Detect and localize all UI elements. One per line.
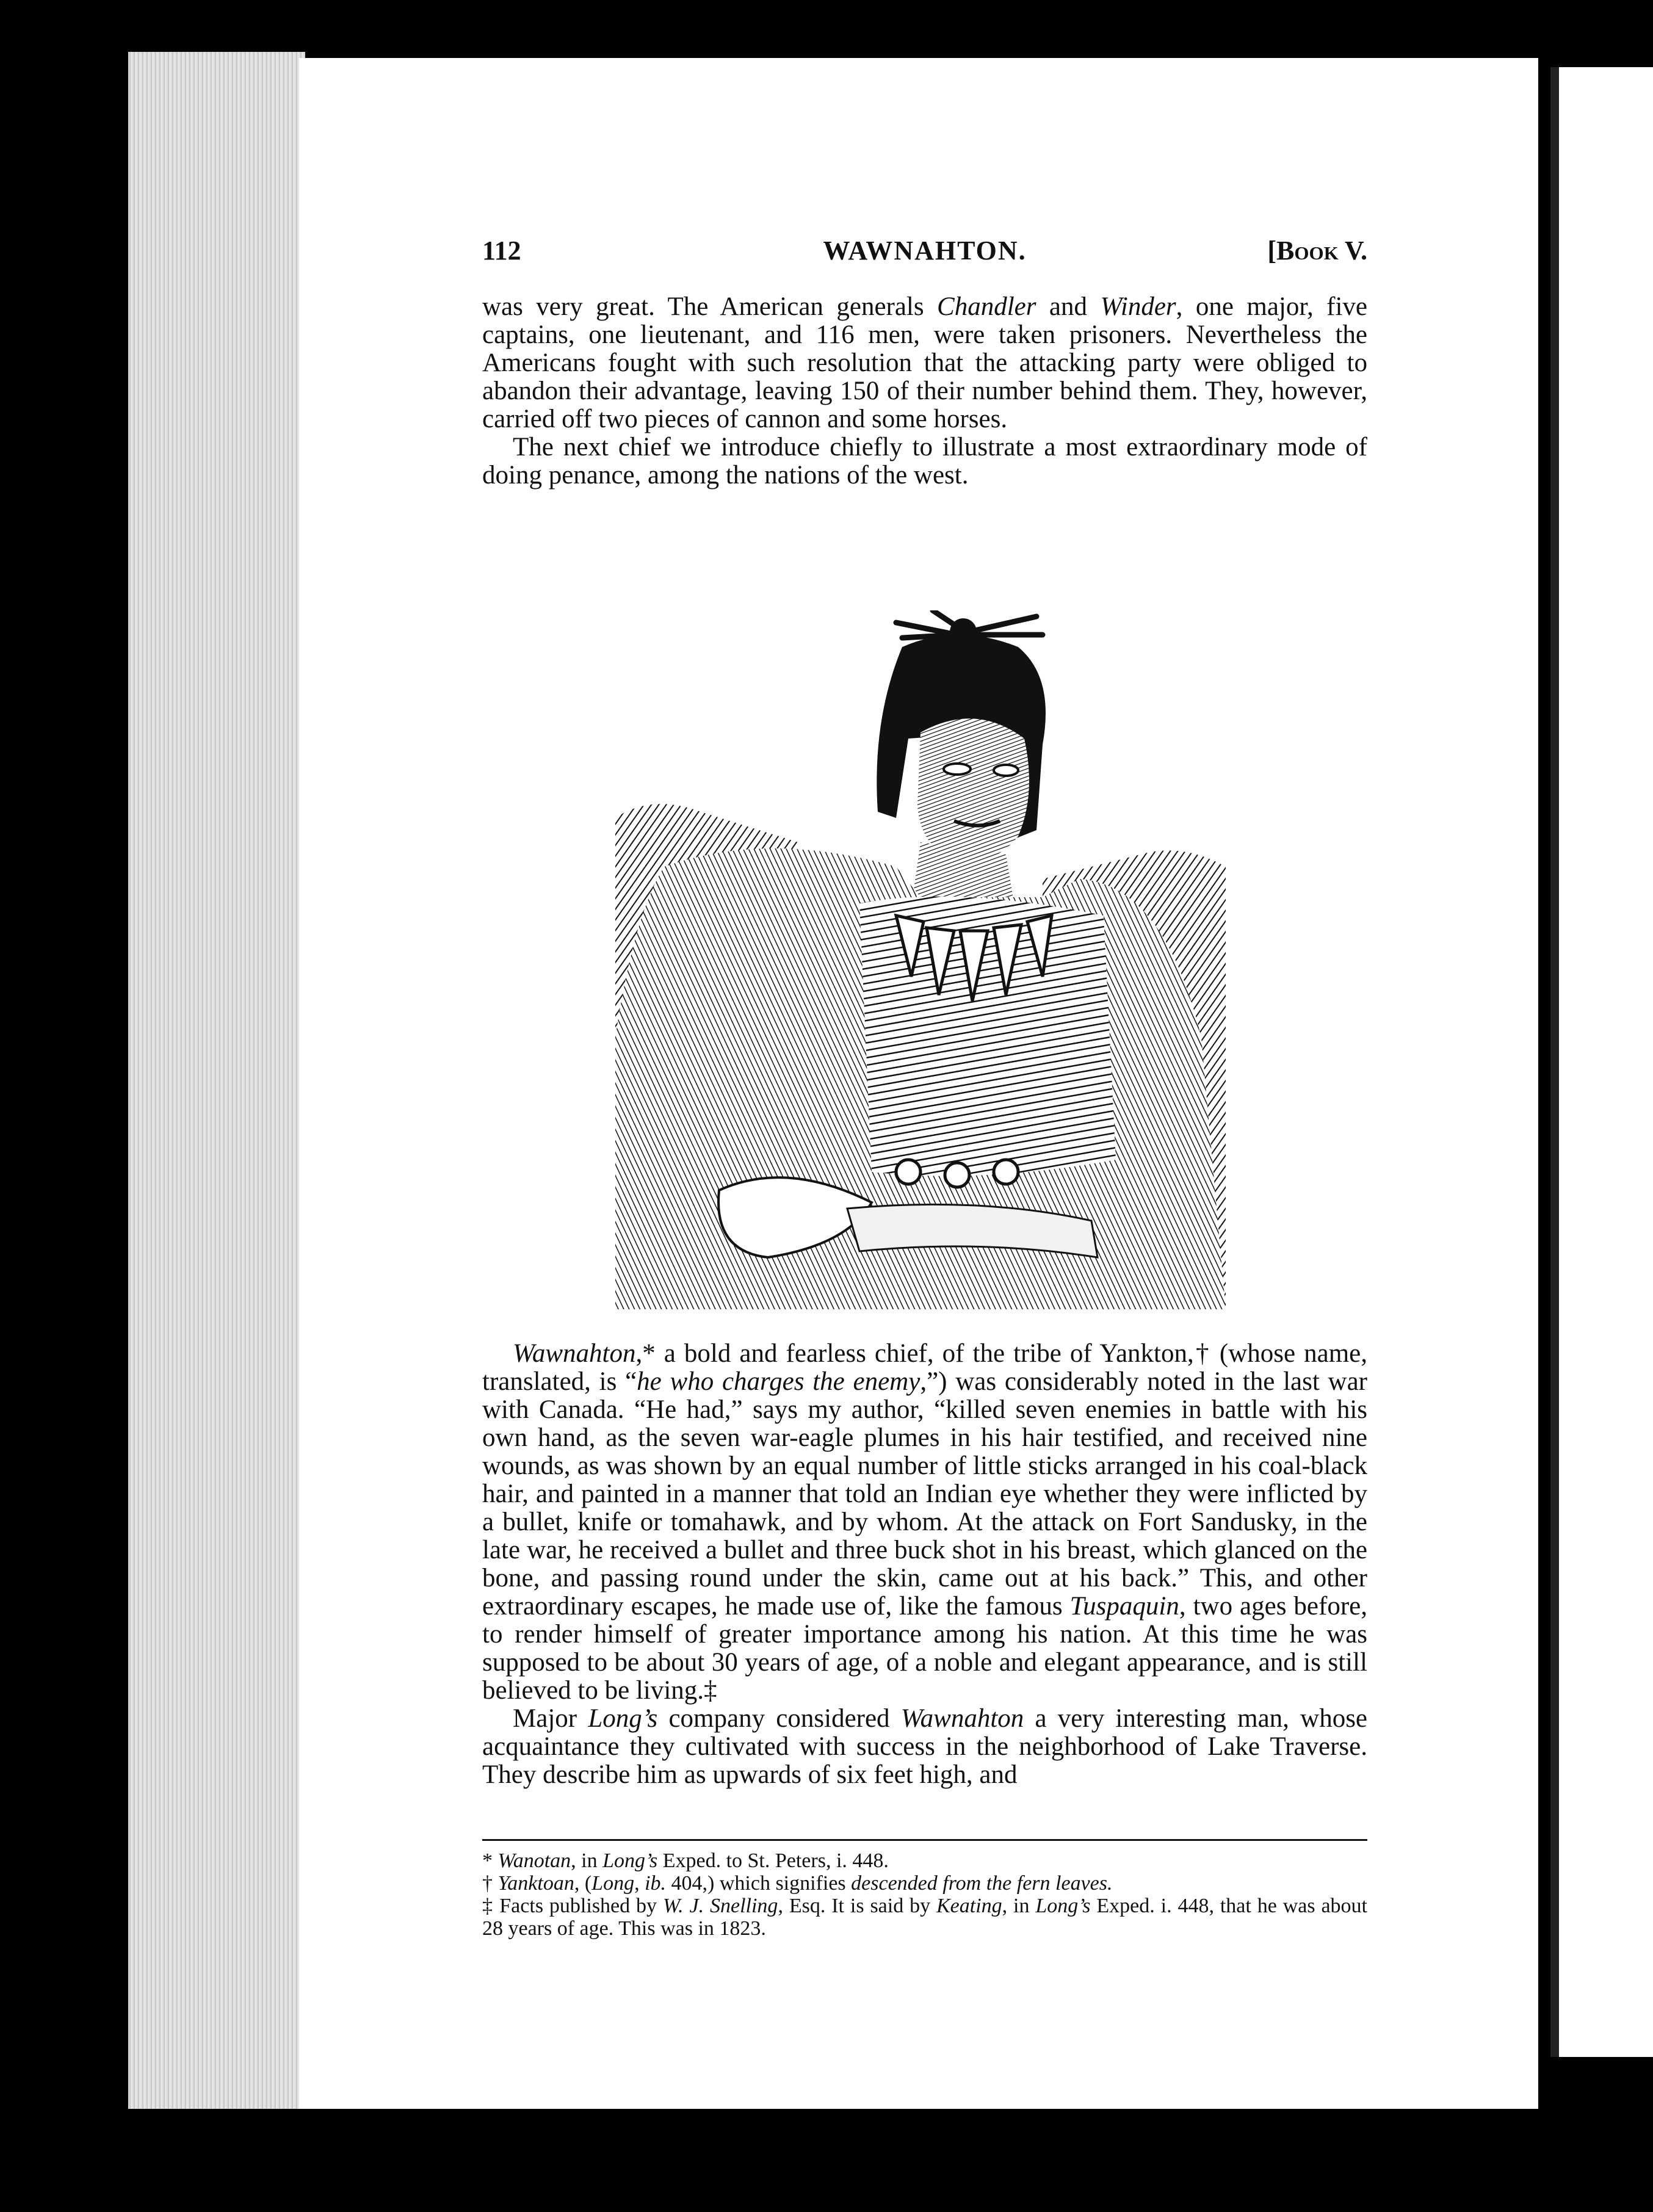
text-run: was very great. The American generals <box>482 292 938 321</box>
text-run: , <box>634 1872 645 1895</box>
book-page <box>299 58 1538 2109</box>
text-run: , two ages before, to render himself of greater importance among his nation. At this time he was supposed to be about 30 years of age, of a noble and elegant appearance, and is still believed to be living.‡ <box>482 1592 1367 1705</box>
page-number: 112 <box>482 236 521 266</box>
text-run: ,”) was considerably noted in the last war with Canada. “He had,” says my author, “killed seven enemies in battle with his own hand, as the seven war-eagle plumes in his hair testified, and received nine wounds, as was shown by an equal number of little sticks arranged in his coal-black hair, and painted in a manner that told an Indian eye whether they were inflicted by a bullet, knife or tomahawk, and by whom. At the attack on Fort Sandusky, in the late war, he received a bullet and three buck shot in his breast, which glanced on the bone, and passing round under the skin, came out at his back.” This, and other extraordinary escapes, he made use of, like the famous <box>482 1367 1367 1621</box>
italic-run: Long <box>591 1872 635 1895</box>
paragraph <box>482 1705 1367 1789</box>
text-run: , Esq. It is said by <box>778 1895 936 1917</box>
italic-run: W. J. Snelling <box>662 1895 778 1917</box>
italic-run: ib. <box>645 1872 667 1895</box>
italic-run: Winder <box>1100 292 1176 321</box>
paragraph <box>482 433 1367 490</box>
text-run: 404,) which signifies <box>666 1872 852 1895</box>
italic-run: Yanktoan <box>497 1872 574 1895</box>
book-reference: [Book V. <box>1267 236 1367 266</box>
paragraph <box>482 293 1367 433</box>
italic-run: he who charges the enemy <box>637 1367 921 1396</box>
italic-run: Long’s <box>1035 1895 1091 1917</box>
text-run: The next chief we introduce chiefly to illustrate a most extraordinary mode of doing penance, among the nations of the west. <box>482 433 1367 490</box>
paragraph <box>482 1340 1367 1705</box>
portrait-engraving <box>615 610 1226 1309</box>
footnote <box>482 1849 1367 1872</box>
italic-run: descended from the fern leaves. <box>851 1872 1113 1895</box>
footnote-rule <box>482 1839 1367 1841</box>
text-run: and <box>1036 292 1101 321</box>
footnotes <box>482 1849 1367 1940</box>
text-run: ‡ Facts published by <box>482 1895 663 1917</box>
italic-run: Wawnahton <box>900 1704 1024 1733</box>
italic-run: Tuspaquin <box>1069 1592 1179 1621</box>
italic-run: Chandler <box>937 292 1036 321</box>
text-run: a very interesting man, whose acquaintance they cultivated with success in the neighborhood of Lake Traverse. They describe him as upwards of six feet high, and <box>482 1704 1368 1789</box>
text-run: , ( <box>574 1872 592 1895</box>
italic-run: Long’s <box>602 1849 658 1872</box>
running-title: WAWNAHTON. <box>823 236 1027 266</box>
text-run: * <box>482 1849 498 1872</box>
text-run: † <box>482 1872 498 1895</box>
italic-run: Long’s <box>588 1704 658 1733</box>
italic-run: Keating <box>936 1895 1002 1917</box>
text-run: , in <box>571 1849 603 1872</box>
book-page-edge <box>128 52 305 2109</box>
text-run: , in <box>1002 1895 1036 1917</box>
footnote <box>482 1895 1367 1940</box>
text-run: Exped. i. 448, that he was about 28 years of age. This was in 1823. <box>482 1895 1367 1940</box>
italic-run: Wanotan <box>497 1849 571 1872</box>
text-run: company considered <box>657 1704 901 1733</box>
body-text-top <box>482 293 1367 490</box>
text-run: , one major, five captains, one lieutenant, and 116 men, were taken prisoners. Nevertheless the Americans fought with such resolution that the attacking party were obliged to abandon their advantage, leaving 150 of their number behind them. They, however, carried off two pieces of cannon and some horses. <box>482 292 1367 433</box>
body-text-bottom <box>482 1340 1367 1789</box>
running-head <box>482 235 1367 278</box>
footnote <box>482 1872 1367 1895</box>
italic-run: Wawnahton <box>513 1339 636 1368</box>
text-run: Exped. to St. Peters, i. 448. <box>657 1849 889 1872</box>
text-run: Major <box>513 1704 588 1733</box>
facing-page-edge <box>1550 67 1653 2057</box>
text-run: ,* a bold and fearless chief, of the tribe of Yankton,† (whose name, translated, is “ <box>482 1339 1367 1396</box>
